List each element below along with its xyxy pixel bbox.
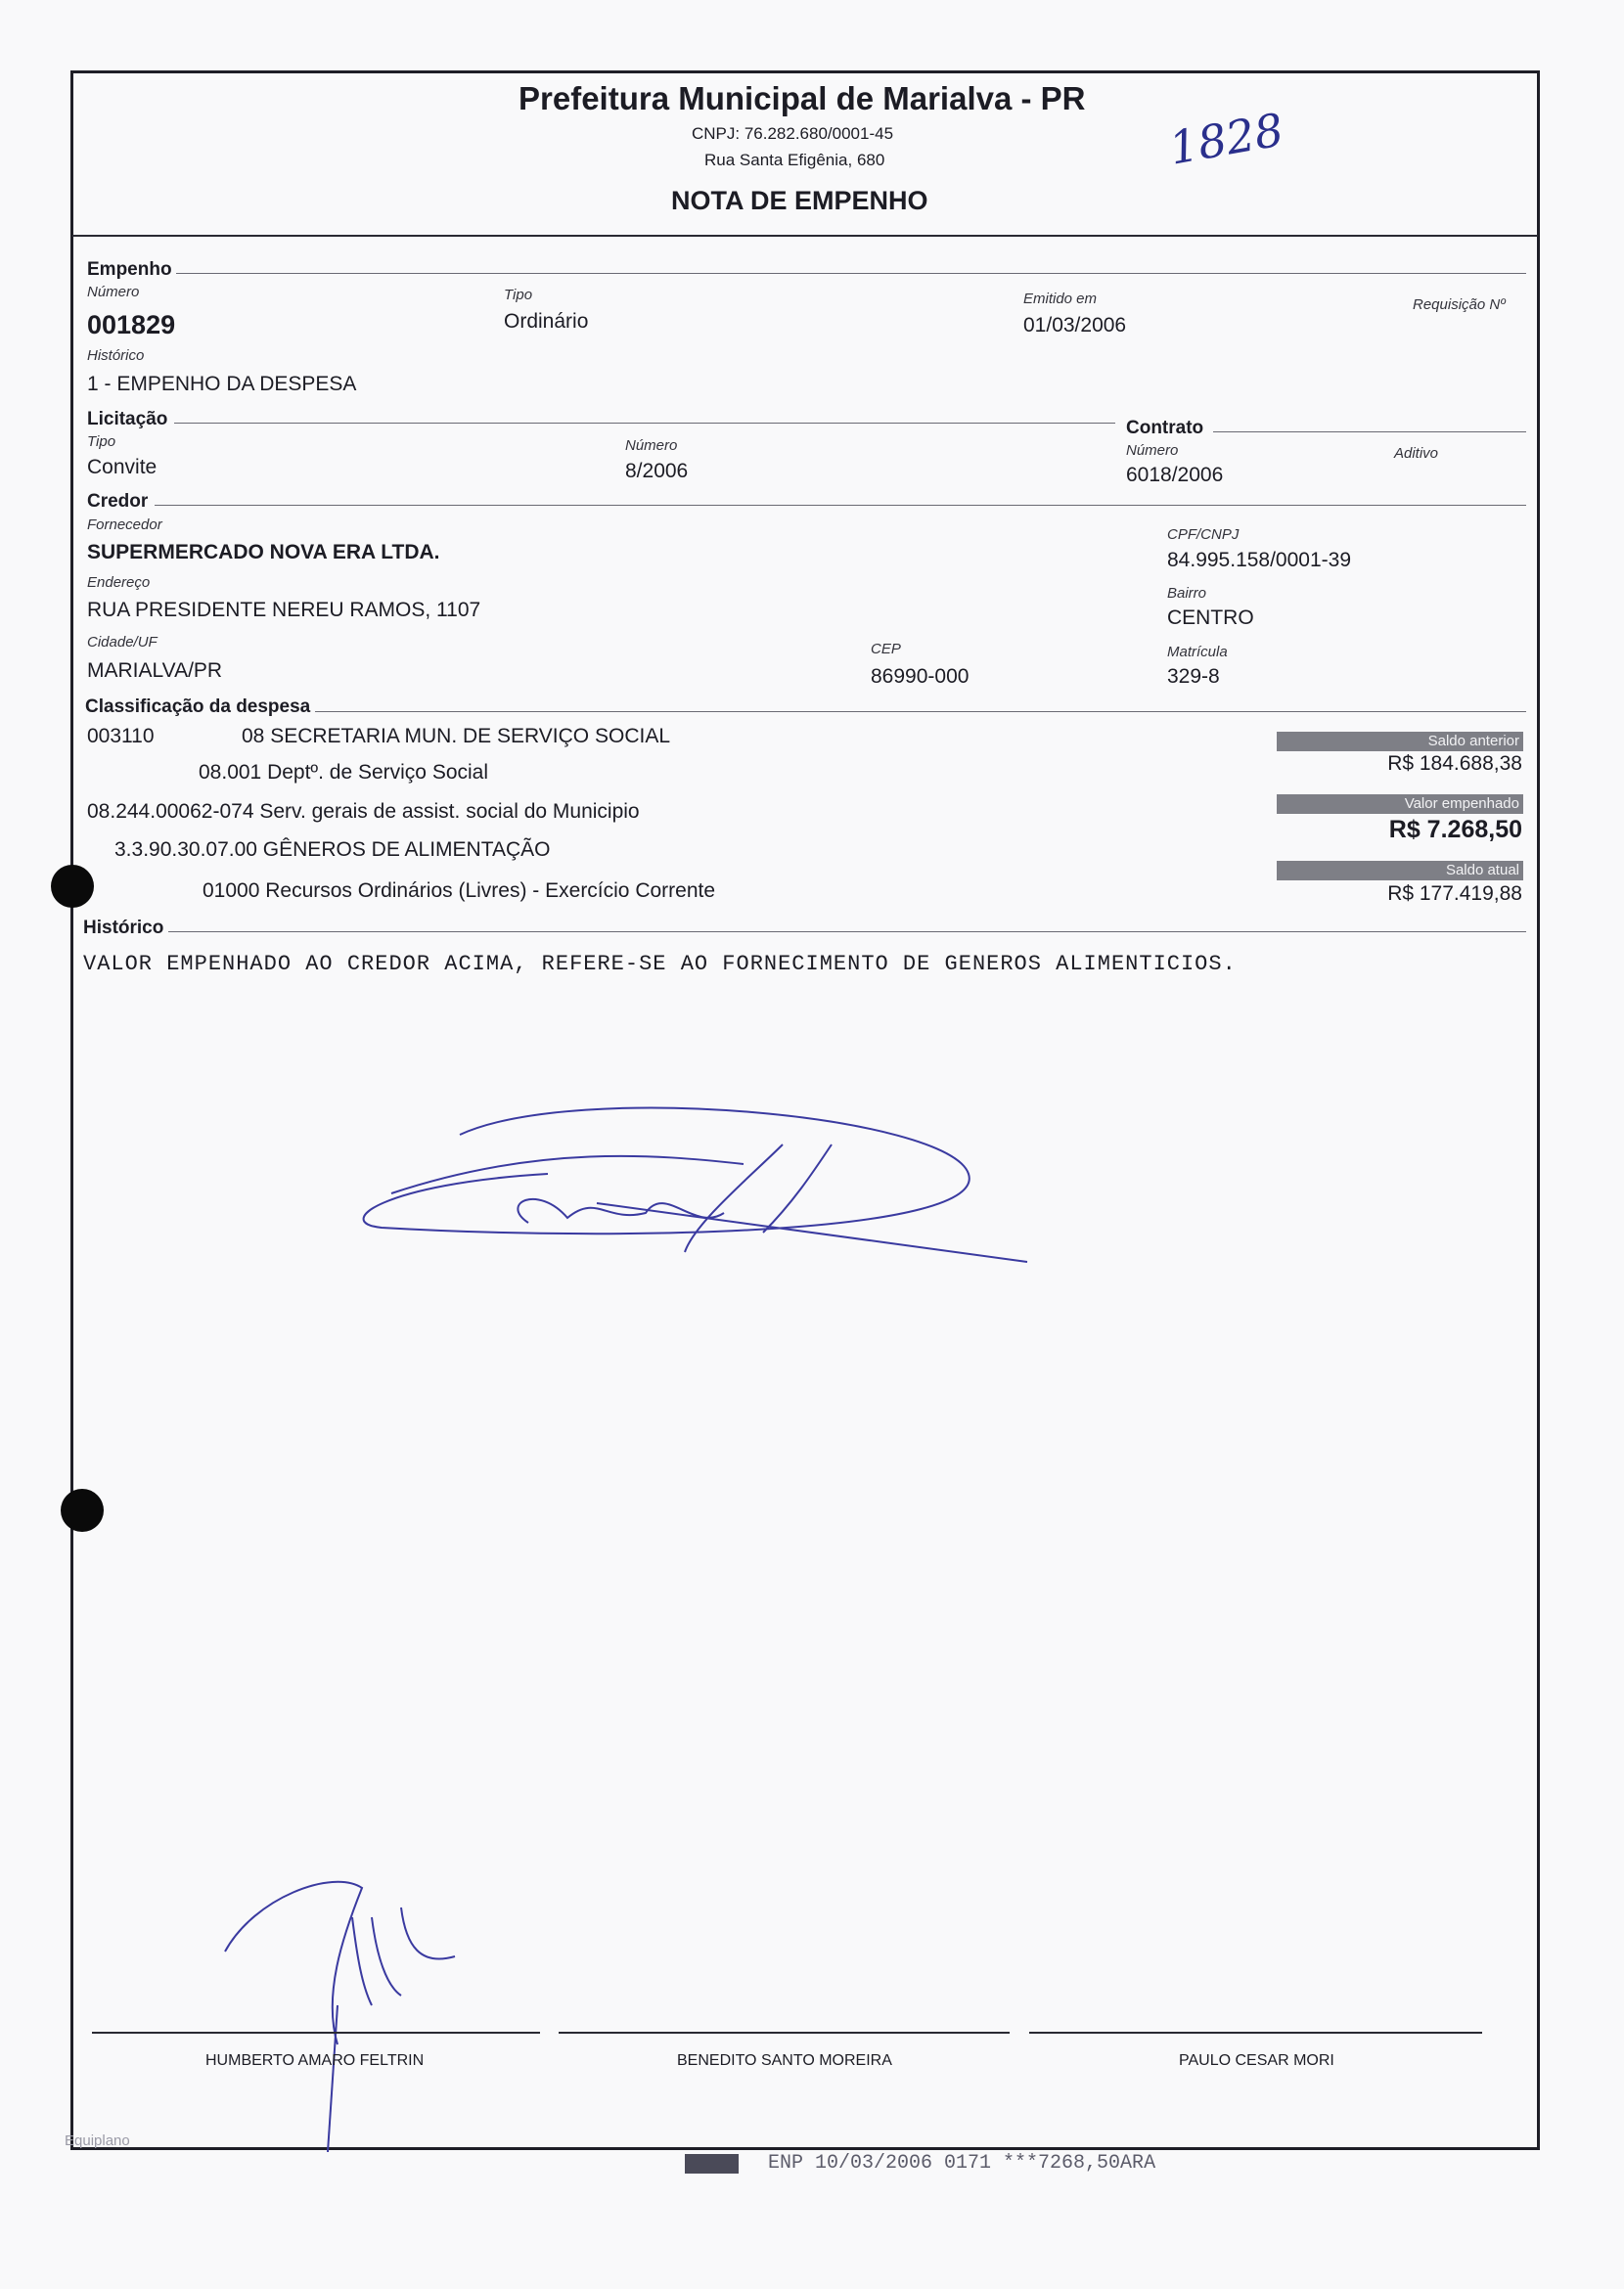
valor-empenhado-label: Valor empenhado <box>1277 794 1523 814</box>
empenho-tipo: Ordinário <box>504 310 589 333</box>
cpf-label: CPF/CNPJ <box>1167 526 1240 543</box>
emitido-label: Emitido em <box>1023 291 1098 307</box>
signatory-name: BENEDITO SANTO MOREIRA <box>677 2052 892 2069</box>
section-historico: Histórico <box>83 918 164 938</box>
requisicao-label: Requisição Nº <box>1413 296 1506 313</box>
empenho-emitido: 01/03/2006 <box>1023 314 1127 337</box>
classificacao-recurso: 01000 Recursos Ordinários (Livres) - Exercício Corrente <box>203 879 716 902</box>
section-empenho: Empenho <box>87 259 172 280</box>
header-divider <box>72 235 1538 237</box>
signature-left <box>215 1859 470 2152</box>
signature-line <box>559 2032 1010 2034</box>
punch-hole <box>51 865 94 908</box>
section-rule <box>315 711 1526 712</box>
signature-scribble <box>342 1086 1047 1321</box>
licitacao-numero-label: Número <box>625 437 678 454</box>
empenho-numero: 001829 <box>87 310 176 339</box>
credor-bairro: CENTRO <box>1167 606 1254 629</box>
section-licitacao: Licitação <box>87 409 168 429</box>
credor-matricula: 329-8 <box>1167 665 1220 688</box>
licitacao-numero: 8/2006 <box>625 460 689 482</box>
tipo-label: Tipo <box>504 287 533 303</box>
endereco-label: Endereço <box>87 574 151 591</box>
section-classificacao: Classificação da despesa <box>85 696 311 717</box>
licitacao-tipo: Convite <box>87 456 158 478</box>
saldo-atual: R$ 177.419,88 <box>1387 882 1522 905</box>
section-rule <box>155 505 1526 506</box>
classificacao-funcional: 08.244.00062-074 Serv. gerais de assist. social do Municipio <box>87 800 640 823</box>
cep-label: CEP <box>871 641 901 657</box>
bairro-label: Bairro <box>1167 585 1207 602</box>
doc-title: NOTA DE EMPENHO <box>671 186 928 215</box>
stamp-logo <box>685 2154 739 2174</box>
org-title: Prefeitura Municipal de Marialva - PR <box>519 80 1086 116</box>
contrato-numero-label: Número <box>1126 442 1179 459</box>
fornecedor-label: Fornecedor <box>87 516 162 533</box>
org-cnpj: CNPJ: 76.282.680/0001-45 <box>692 124 894 143</box>
empenho-historico: 1 - EMPENHO DA DESPESA <box>87 373 357 395</box>
valor-empenhado: R$ 7.268,50 <box>1388 816 1522 843</box>
classificacao-secretaria: 08 SECRETARIA MUN. DE SERVIÇO SOCIAL <box>242 725 671 747</box>
punch-hole <box>61 1489 104 1532</box>
handwritten-number: 1828 <box>1165 103 1287 175</box>
credor-cpf: 84.995.158/0001-39 <box>1167 549 1352 571</box>
credor-fornecedor: SUPERMERCADO NOVA ERA LTDA. <box>87 541 440 563</box>
licitacao-tipo-label: Tipo <box>87 433 116 450</box>
signatory-name: PAULO CESAR MORI <box>1179 2052 1334 2069</box>
credor-cidade: MARIALVA/PR <box>87 659 223 682</box>
saldo-anterior: R$ 184.688,38 <box>1387 752 1522 775</box>
saldo-atual-label: Saldo atual <box>1277 861 1523 880</box>
credor-endereco: RUA PRESIDENTE NEREU RAMOS, 1107 <box>87 599 481 621</box>
cidade-label: Cidade/UF <box>87 634 158 651</box>
section-rule <box>1213 431 1526 432</box>
org-address: Rua Santa Efigênia, 680 <box>704 151 885 169</box>
classificacao-departamento: 08.001 Deptº. de Serviço Social <box>199 761 489 784</box>
numero-label: Número <box>87 284 140 300</box>
section-credor: Credor <box>87 491 149 512</box>
historico-label: Histórico <box>87 347 145 364</box>
signature-line <box>92 2032 540 2034</box>
contrato-numero: 6018/2006 <box>1126 464 1224 486</box>
historico-text: VALOR EMPENHADO AO CREDOR ACIMA, REFERE-SE AO FORNECIMENTO DE GENEROS ALIMENTICIOS. <box>83 952 1237 976</box>
stamp-text: ENP 10/03/2006 0171 ***7268,50ARA <box>768 2152 1156 2175</box>
section-rule <box>174 423 1115 424</box>
matricula-label: Matrícula <box>1167 644 1228 660</box>
classificacao-natureza: 3.3.90.30.07.00 GÊNEROS DE ALIMENTAÇÃO <box>114 838 551 861</box>
saldo-anterior-label: Saldo anterior <box>1277 732 1523 751</box>
section-rule <box>168 931 1526 932</box>
signature-line <box>1029 2032 1482 2034</box>
classificacao-code: 003110 <box>87 725 155 747</box>
section-rule <box>176 273 1526 274</box>
section-contrato: Contrato <box>1126 418 1204 438</box>
aditivo-label: Aditivo <box>1394 445 1439 462</box>
signatory-name: HUMBERTO AMARO FELTRIN <box>205 2052 425 2069</box>
credor-cep: 86990-000 <box>871 665 970 688</box>
software-footer: Equiplano <box>65 2132 130 2149</box>
